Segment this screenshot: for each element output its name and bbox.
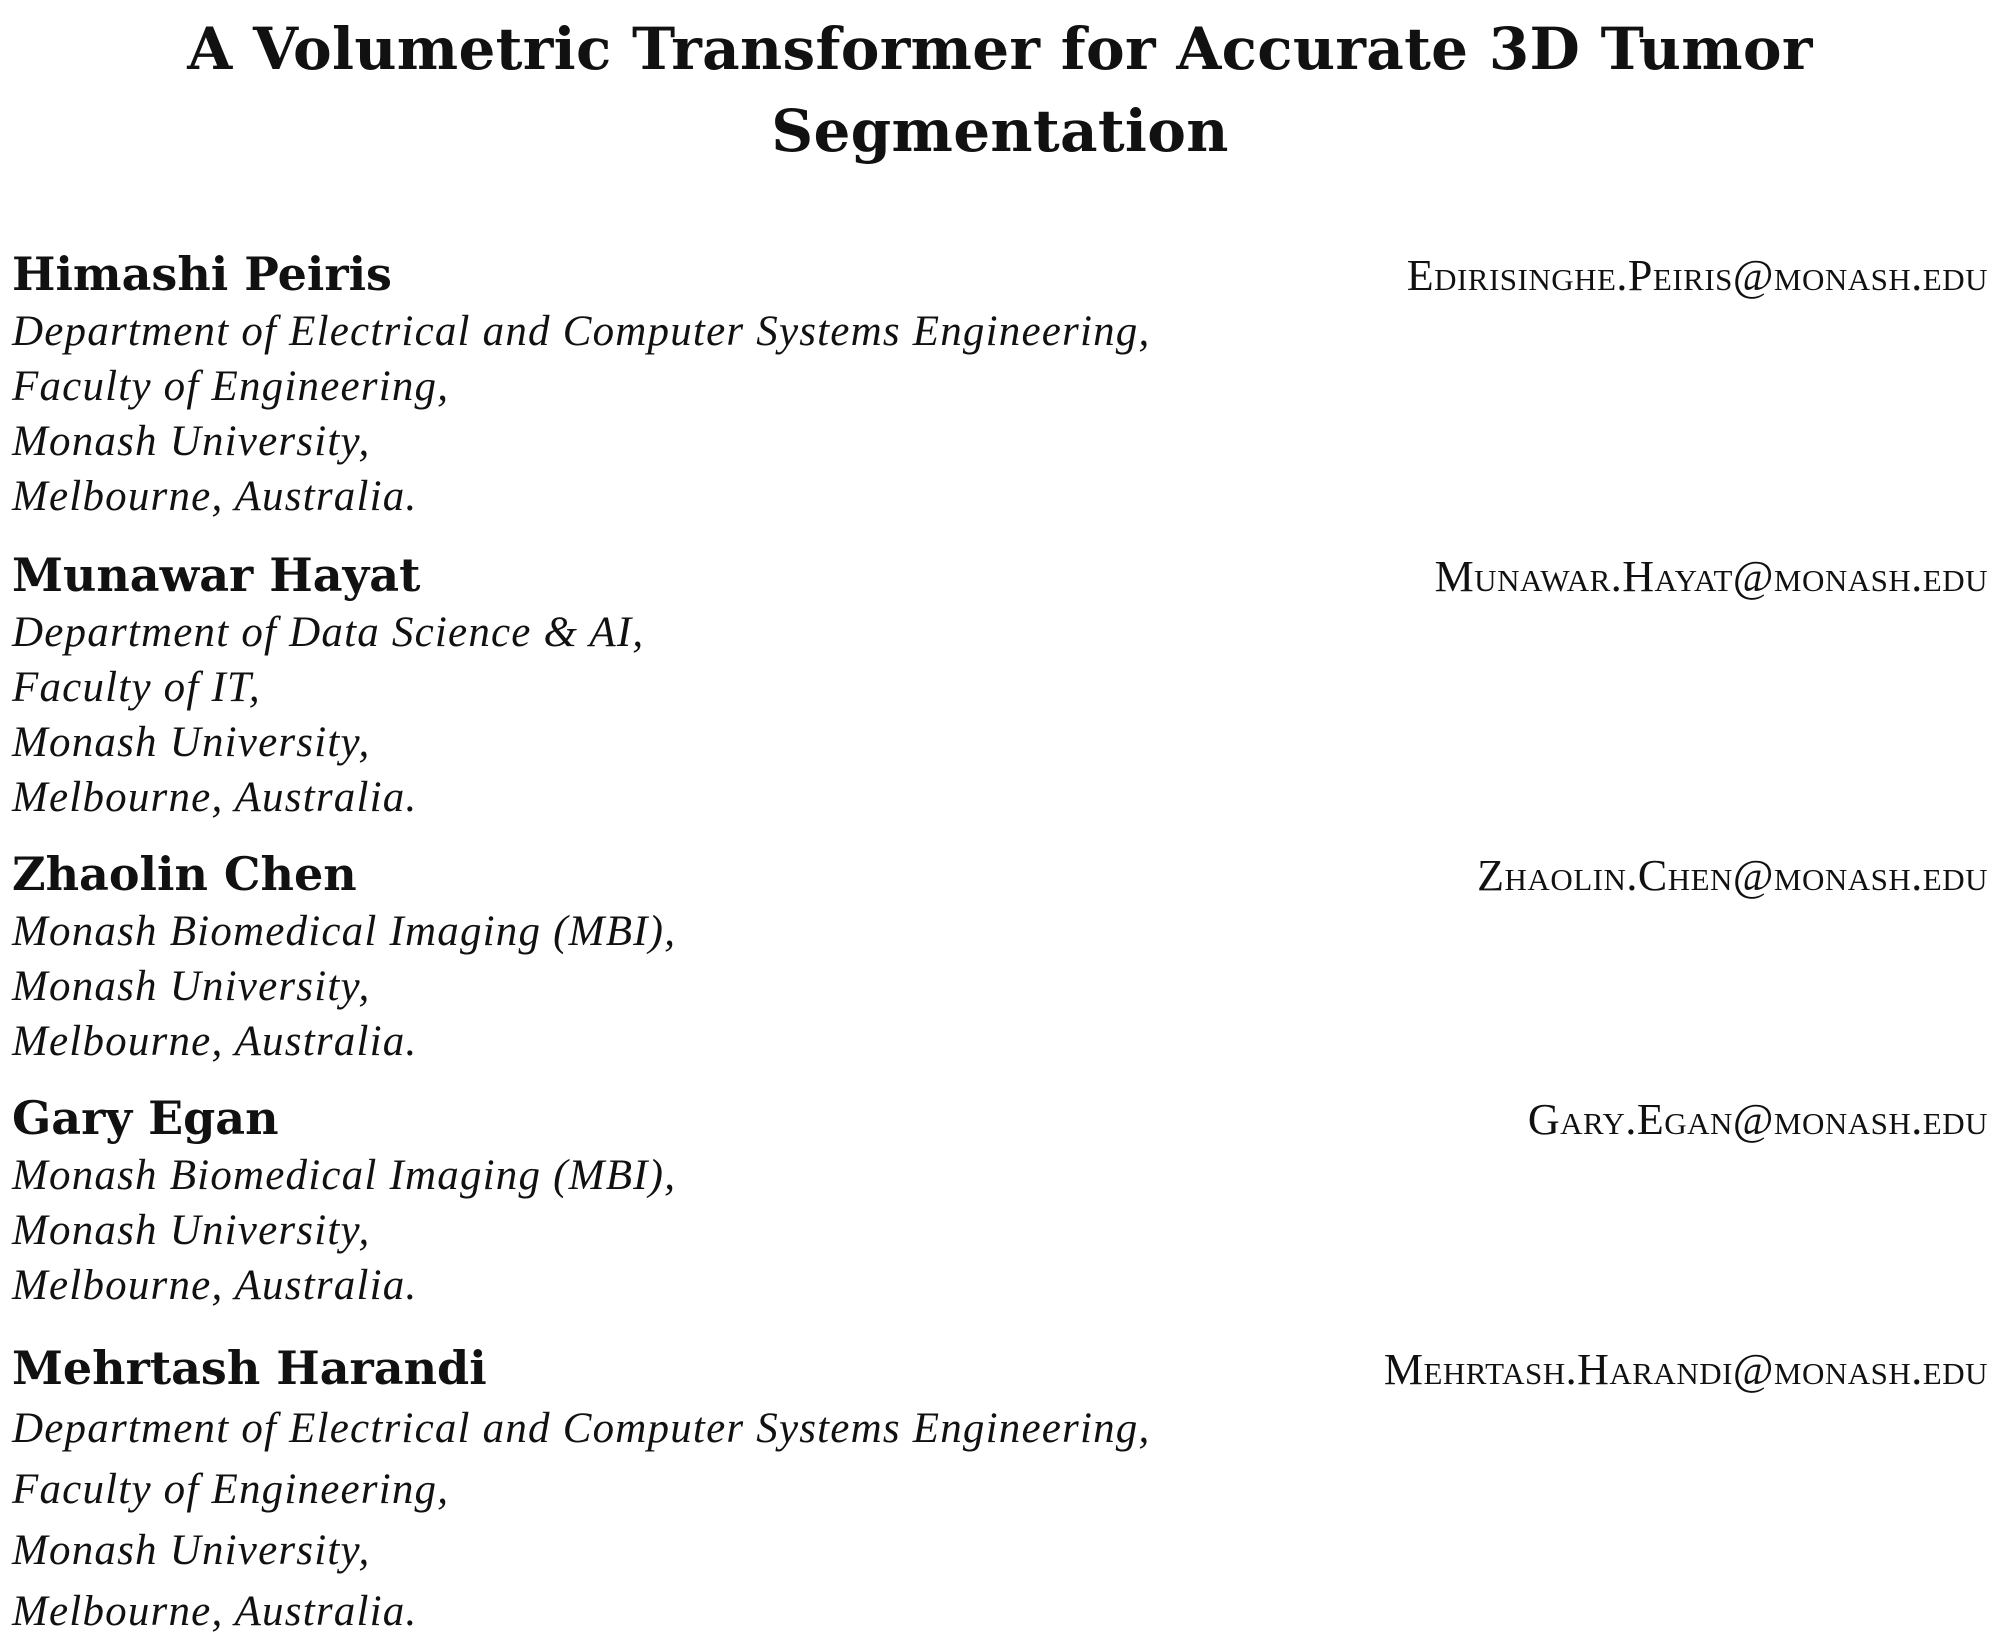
affiliation-line: Department of Electrical and Computer Systems Engineering, [12,308,1151,355]
affiliation-line: Faculty of Engineering, [12,1466,450,1513]
author-block-peiris [12,244,1988,524]
author-email[interactable]: Mehrtash.Harandi@monash.edu [1383,1345,1988,1394]
author-affiliation [12,904,1988,1069]
author-block-harandi [12,1338,1988,1642]
author-block-chen [12,844,1988,1069]
affiliation-line: Department of Data Science & AI, [12,609,645,656]
affiliation-line: Department of Electrical and Computer Systems Engineering, [12,1405,1151,1452]
affiliation-line: Monash University, [12,418,371,465]
affiliation-line: Melbourne, Australia. [12,1262,418,1309]
affiliation-line: Monash University, [12,963,371,1010]
author-header [12,545,1988,605]
affiliation-line: Monash University, [12,1207,371,1254]
author-header [12,844,1988,904]
affiliation-line: Monash University, [12,1527,371,1574]
affiliation-line: Monash Biomedical Imaging (MBI), [12,908,677,955]
affiliation-line: Melbourne, Australia. [12,1588,418,1635]
author-email[interactable]: Gary.Egan@monash.edu [1527,1095,1988,1144]
author-header [12,1088,1988,1148]
affiliation-line: Monash University, [12,719,371,766]
author-header [12,244,1988,304]
author-name: Gary Egan [12,1091,279,1145]
author-name: Himashi Peiris [12,247,392,301]
paper-title-line-1: A Volumetric Transformer for Accurate 3D Tumor [187,15,1813,83]
paper-title-line-2: Segmentation [771,97,1229,165]
author-affiliation [12,304,1988,524]
affiliation-line: Melbourne, Australia. [12,1018,418,1065]
author-affiliation [12,1398,1988,1642]
affiliation-line: Monash Biomedical Imaging (MBI), [12,1152,677,1199]
author-affiliation [12,1148,1988,1313]
author-block-egan [12,1088,1988,1313]
affiliation-line: Melbourne, Australia. [12,774,418,821]
author-name: Munawar Hayat [12,548,421,602]
author-block-hayat [12,545,1988,825]
author-affiliation [12,605,1988,825]
author-email[interactable]: Munawar.Hayat@monash.edu [1434,552,1988,601]
affiliation-line: Faculty of Engineering, [12,363,450,410]
affiliation-line: Melbourne, Australia. [12,473,418,520]
author-email[interactable]: Edirisinghe.Peiris@monash.edu [1406,251,1988,300]
affiliation-line: Faculty of IT, [12,664,261,711]
author-name: Zhaolin Chen [12,847,357,901]
author-header [12,1338,1988,1398]
author-email[interactable]: Zhaolin.Chen@monash.edu [1477,851,1988,900]
author-name: Mehrtash Harandi [12,1341,487,1395]
paper-title [0,8,2000,172]
